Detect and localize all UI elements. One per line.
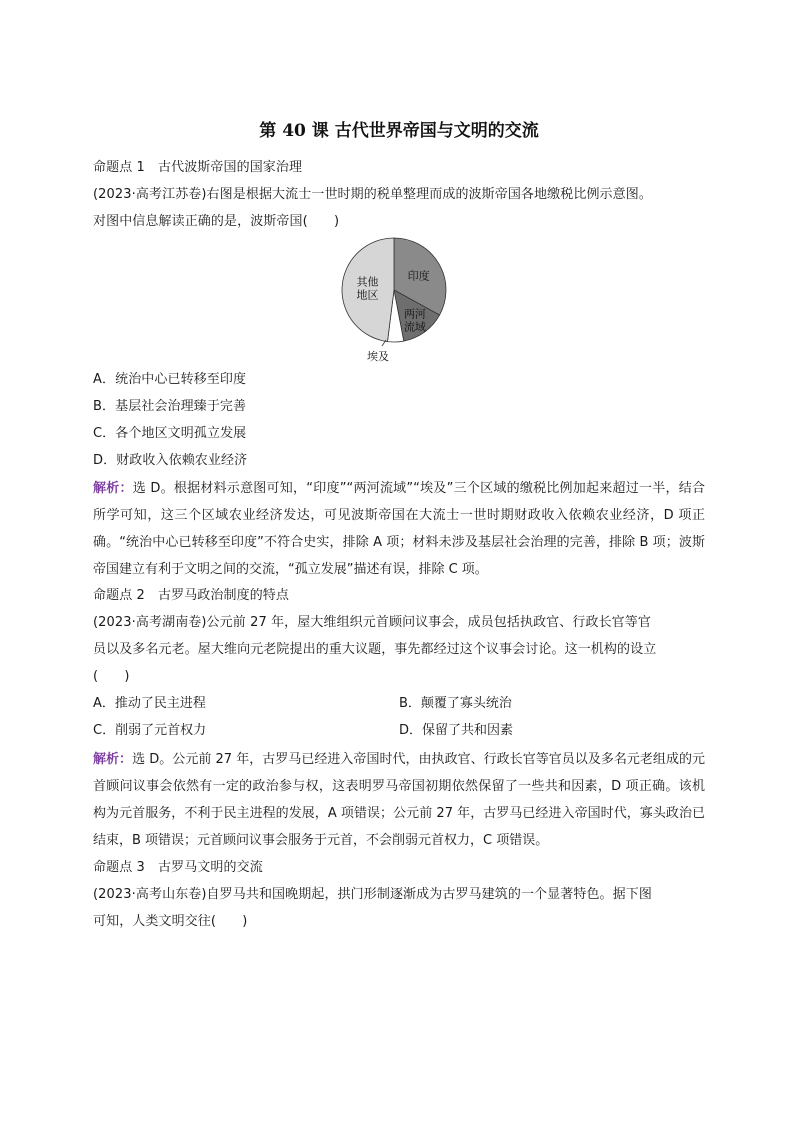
q2-analysis-text: 选 D。公元前 27 年，古罗马已经进入帝国时代，由执政官、行政长官等官员以及多名元老组成的元首顾问议事会依然有一定的政治参与权，这表明罗马帝国初期依然保留了一些共和因素，D 项正确。该机构为元首服务，不利于民主进程的发展，A 项错误；公元前 27 年，古罗马已经进入帝国时代，寡头政治已结束，B 项错误；元首顾问议事会服务于元首，不会削弱元首权力，C 项错误。 xyxy=(93,752,705,848)
q2-analysis-label: 解析： xyxy=(93,752,133,767)
q1-stem-line1: (2023·高考江苏卷)右图是根据大流士一世时期的税单整理而成的波斯帝国各地缴税比例示意图。 xyxy=(93,187,652,202)
q2-option-c: C．削弱了元首权力 xyxy=(93,723,207,738)
q1-option-c: C．各个地区文明孤立发展 xyxy=(93,426,247,441)
pie-label-0: 印度 xyxy=(407,269,430,283)
pie-label-1: 两河流域 xyxy=(403,307,426,334)
q3-stem-line1: (2023·高考山东卷)自罗马共和国晚期起，拱门形制逐渐成为古罗马建筑的一个显著特色。据下图 xyxy=(93,887,652,902)
page-title: 第 40 课 古代世界帝国与文明的交流 xyxy=(259,121,539,141)
q1-stem-line2: 对图中信息解读正确的是，波斯帝国( ) xyxy=(93,214,340,229)
pie-label-2: 埃及 xyxy=(367,350,389,363)
q2-analysis xyxy=(93,746,705,854)
q1-option-a: A．统治中心已转移至印度 xyxy=(93,372,247,387)
q2-option-d: D．保留了共和因素 xyxy=(399,723,514,738)
q2-options xyxy=(93,694,705,748)
q1-option-d: D．财政收入依赖农业经济 xyxy=(93,453,248,468)
q2-stem-line2: 员以及多名元老。屋大维向元老院提出的重大议题，事先都经过这个议事会讨论。这一机构的设立 xyxy=(93,642,657,657)
q1-topic: 命题点 1 古代波斯帝国的国家治理 xyxy=(93,160,303,175)
q1-analysis-text: 选 D。根据材料示意图可知，“印度”“两河流域”“埃及”三个区域的缴税比例加起来超过一半，结合所学可知，这三个区域农业经济发达，可见波斯帝国在大流士一世时期财政收入依赖农业经济，D 项正确。“统治中心已转移至印度”不符合史实，排除 A 项；材料未涉及基层社会治理的完善，排除 B 项；波斯帝国建立有利于文明之间的交流，“孤立发展”描述有误，排除 C 项。 xyxy=(93,481,705,577)
q2-topic: 命题点 2 古罗马政治制度的特点 xyxy=(93,588,290,603)
q3-topic: 命题点 3 古罗马文明的交流 xyxy=(93,860,263,875)
q2-stem-line3: ( ) xyxy=(93,669,130,684)
q2-option-b: B．颠覆了寡头统治 xyxy=(399,696,512,711)
q1-analysis-label: 解析： xyxy=(93,481,133,496)
pie-label-3: 其他地区 xyxy=(356,275,379,302)
tax-pie-chart xyxy=(338,232,463,367)
q2-option-a: A．推动了民主进程 xyxy=(93,696,206,711)
q1-analysis xyxy=(93,475,705,583)
q1-option-b: B．基层社会治理臻于完善 xyxy=(93,399,247,414)
q2-stem-line1: (2023·高考湖南卷)公元前 27 年，屋大维组织元首顾问议事会，成员包括执政官、行政长官等官 xyxy=(93,615,651,630)
q3-stem-line2: 可知，人类文明交往( ) xyxy=(93,914,248,929)
